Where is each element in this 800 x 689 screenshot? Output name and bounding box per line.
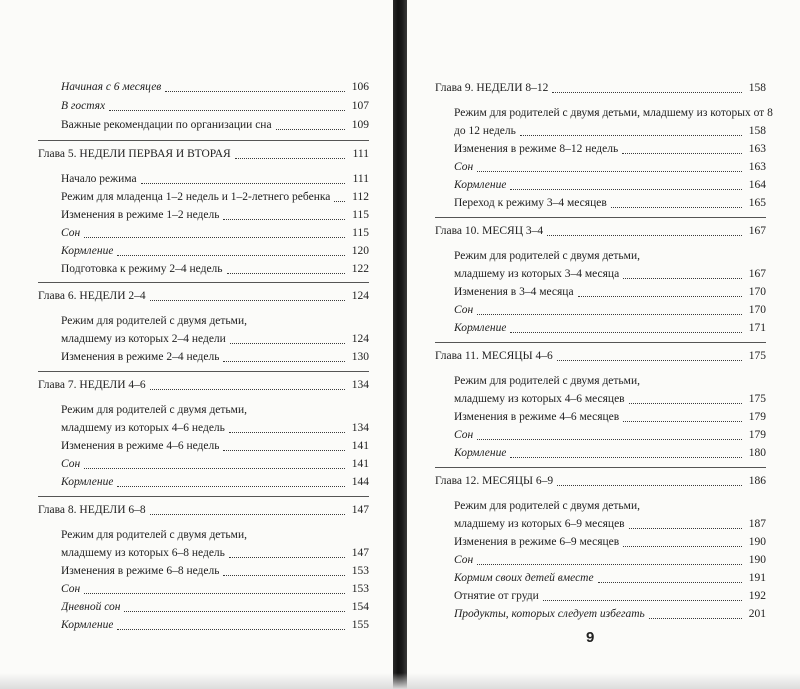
dot-leader xyxy=(629,402,742,404)
toc-entry-title: Изменения в режиме 4–6 недель xyxy=(61,440,220,452)
toc-entry-title: до 12 недель xyxy=(454,125,516,137)
toc-entry-title: младшему из которых 2–4 недели xyxy=(61,333,226,345)
toc-entry-title: Изменения в режиме 6–9 месяцев xyxy=(454,536,620,548)
dot-leader xyxy=(230,342,345,344)
toc-entry-right xyxy=(454,104,773,122)
chapter-page: 186 xyxy=(748,475,766,487)
toc-entry-title: Изменения в режиме 1–2 недель xyxy=(61,209,220,221)
toc-entry-page: 115 xyxy=(352,209,369,221)
toc-entry-left xyxy=(61,188,369,206)
chapter-title: Глава 6. НЕДЕЛИ 2–4 xyxy=(38,290,146,302)
book-gutter xyxy=(393,0,407,689)
toc-entry-title: Кормление xyxy=(454,322,507,334)
toc-entry-title: Изменения в режиме 2–4 недель xyxy=(61,351,220,363)
dot-leader xyxy=(557,359,742,361)
toc-entry-page: 171 xyxy=(748,322,766,334)
dot-leader xyxy=(117,254,345,256)
toc-entry-left xyxy=(61,78,369,96)
dot-leader xyxy=(598,581,742,583)
toc-entry-page: 134 xyxy=(351,422,369,434)
chapter-heading xyxy=(435,222,766,240)
toc-entry-page: 164 xyxy=(748,179,766,191)
dot-leader xyxy=(623,420,742,422)
toc-entry-page: 163 xyxy=(748,143,766,155)
section-divider xyxy=(38,496,369,497)
toc-entry-page: 201 xyxy=(748,608,766,620)
toc-entry-title: Дневной сон xyxy=(61,601,121,613)
toc-entry-title: младшему из которых 4–6 недель xyxy=(61,422,225,434)
toc-entry-title: Режим для родителей с двумя детьми, xyxy=(454,250,640,262)
toc-entry-right xyxy=(454,265,766,283)
toc-entry-title: Режим для родителей с двумя детьми, xyxy=(454,375,640,387)
toc-entry-right xyxy=(454,569,766,587)
toc-entry-left xyxy=(61,455,369,473)
toc-entry-title: В гостях xyxy=(61,100,106,112)
page-number: 9 xyxy=(586,629,595,646)
chapter-page: 134 xyxy=(351,379,369,391)
toc-entry-title: Режим для родителей с двумя детьми, xyxy=(61,315,247,327)
toc-entry-left xyxy=(61,580,369,598)
dot-leader xyxy=(84,236,345,238)
chapter-page: 111 xyxy=(352,148,369,160)
dot-leader xyxy=(150,299,345,301)
section-divider xyxy=(38,371,369,372)
toc-entry-right xyxy=(454,444,766,462)
dot-leader xyxy=(84,467,345,469)
toc-entry-left xyxy=(61,116,369,134)
dot-leader xyxy=(109,109,345,111)
dot-leader xyxy=(229,431,345,433)
dot-leader xyxy=(223,449,345,451)
chapter-heading xyxy=(435,79,766,97)
toc-entry-page: 107 xyxy=(351,100,369,112)
toc-entry-title: Важные рекомендации по организации сна xyxy=(61,119,272,131)
dot-leader xyxy=(227,272,345,274)
chapter-title: Глава 8. НЕДЕЛИ 6–8 xyxy=(38,504,146,516)
dot-leader xyxy=(477,313,742,315)
toc-entry-left xyxy=(61,206,369,224)
toc-entry-title: Сон xyxy=(454,554,474,566)
toc-entry-page: 158 xyxy=(748,125,766,137)
toc-entry-left xyxy=(61,598,369,616)
toc-entry-title: младшему из которых 3–4 месяца xyxy=(454,268,620,280)
toc-entry-page: 120 xyxy=(351,245,369,257)
toc-entry-page: 106 xyxy=(351,81,369,93)
toc-entry-page: 112 xyxy=(352,191,369,203)
toc-entry-page: 180 xyxy=(748,447,766,459)
toc-entry-page: 144 xyxy=(351,476,369,488)
toc-entry-left xyxy=(61,419,369,437)
toc-entry-title: Кормление xyxy=(454,179,507,191)
chapter-heading xyxy=(38,501,369,519)
toc-entry-title: Сон xyxy=(61,583,81,595)
toc-entry-title: Сон xyxy=(61,227,81,239)
dot-leader xyxy=(552,91,742,93)
toc-entry-page: 170 xyxy=(748,286,766,298)
chapter-heading xyxy=(435,347,766,365)
toc-entry-page: 191 xyxy=(748,572,766,584)
toc-entry-page: 190 xyxy=(748,536,766,548)
chapter-page: 167 xyxy=(748,225,766,237)
section-divider xyxy=(435,467,766,468)
toc-entry-right xyxy=(454,390,766,408)
toc-entry-page: 153 xyxy=(351,583,369,595)
toc-entry-page: 155 xyxy=(351,619,369,631)
toc-entry-left xyxy=(61,562,369,580)
dot-leader xyxy=(150,388,345,390)
chapter-title: Глава 12. МЕСЯЦЫ 6–9 xyxy=(435,475,554,487)
toc-entry-page: 170 xyxy=(748,304,766,316)
toc-entry-left xyxy=(61,473,369,491)
dot-leader xyxy=(117,485,345,487)
dot-leader xyxy=(510,456,742,458)
toc-entry-title: Начиная с 6 месяцев xyxy=(61,81,162,93)
toc-entry-title: Сон xyxy=(454,304,474,316)
toc-entry-left xyxy=(61,97,369,115)
dot-leader xyxy=(84,592,345,594)
toc-entry-page: 187 xyxy=(748,518,766,530)
toc-entry-title: Отнятие от груди xyxy=(454,590,539,602)
toc-entry-right xyxy=(454,605,766,623)
toc-entry-left xyxy=(61,401,369,419)
toc-entry-title: Режим для младенца 1–2 недель и 1–2-летнего ребенка xyxy=(61,191,331,203)
toc-entry-page: 141 xyxy=(351,458,369,470)
section-divider xyxy=(38,282,369,283)
toc-entry-right xyxy=(454,497,766,515)
dot-leader xyxy=(477,170,742,172)
chapter-page: 124 xyxy=(351,290,369,302)
toc-entry-left xyxy=(61,312,369,330)
toc-entry-title: Режим для родителей с двумя детьми, xyxy=(61,404,247,416)
toc-entry-title: Продукты, которых следует избегать xyxy=(454,608,645,620)
dot-leader xyxy=(223,574,345,576)
toc-entry-right xyxy=(454,140,766,158)
dot-leader xyxy=(510,188,742,190)
toc-entry-right xyxy=(454,587,766,605)
toc-entry-page: 130 xyxy=(351,351,369,363)
toc-entry-page: 141 xyxy=(351,440,369,452)
dot-leader xyxy=(223,218,345,220)
toc-entry-left xyxy=(61,224,369,242)
toc-entry-page: 122 xyxy=(351,263,369,275)
chapter-heading xyxy=(435,472,766,490)
chapter-title: Глава 7. НЕДЕЛИ 4–6 xyxy=(38,379,146,391)
toc-entry-left xyxy=(61,330,369,348)
dot-leader xyxy=(623,545,742,547)
toc-entry-title: Кормим своих детей вместе xyxy=(454,572,594,584)
dot-leader xyxy=(547,234,742,236)
section-divider xyxy=(435,217,766,218)
toc-entry-right xyxy=(454,408,766,426)
dot-leader xyxy=(223,360,345,362)
dot-leader xyxy=(150,513,345,515)
toc-entry-title: Изменения в режиме 4–6 месяцев xyxy=(454,411,620,423)
toc-entry-right xyxy=(454,301,766,319)
toc-entry-page: 192 xyxy=(748,590,766,602)
toc-entry-title: Изменения в 3–4 месяца xyxy=(454,286,574,298)
chapter-title: Глава 5. НЕДЕЛИ ПЕРВАЯ И ВТОРАЯ xyxy=(38,148,231,160)
dot-leader xyxy=(477,563,742,565)
dot-leader xyxy=(622,152,742,154)
toc-entry-left xyxy=(61,348,369,366)
chapter-heading xyxy=(38,145,369,163)
dot-leader xyxy=(235,157,345,159)
dot-leader xyxy=(510,331,742,333)
chapter-title: Глава 9. НЕДЕЛИ 8–12 xyxy=(435,82,549,94)
toc-entry-right xyxy=(454,319,766,337)
toc-entry-title: Кормление xyxy=(61,245,114,257)
toc-entry-title: Режим для родителей с двумя детьми, xyxy=(61,529,247,541)
toc-entry-right xyxy=(454,176,766,194)
toc-entry-page: 153 xyxy=(351,565,369,577)
chapter-title: Глава 11. МЕСЯЦЫ 4–6 xyxy=(435,350,553,362)
section-divider xyxy=(435,342,766,343)
toc-entry-page: 179 xyxy=(748,429,766,441)
chapter-page: 175 xyxy=(748,350,766,362)
toc-entry-right xyxy=(454,283,766,301)
toc-entry-page: 167 xyxy=(748,268,766,280)
page-shadow xyxy=(0,673,800,689)
dot-leader xyxy=(124,610,345,612)
toc-entry-right xyxy=(454,194,766,212)
toc-entry-page: 154 xyxy=(351,601,369,613)
toc-entry-right xyxy=(454,551,766,569)
toc-entry-page: 163 xyxy=(748,161,766,173)
dot-leader xyxy=(141,182,345,184)
toc-entry-left xyxy=(61,170,369,188)
toc-entry-page: 147 xyxy=(351,547,369,559)
toc-entry-right xyxy=(454,533,766,551)
toc-entry-title: Переход к режиму 3–4 месяцев xyxy=(454,197,607,209)
toc-entry-page: 179 xyxy=(748,411,766,423)
dot-leader xyxy=(520,134,742,136)
toc-entry-left xyxy=(61,242,369,260)
toc-entry-title: Сон xyxy=(454,429,474,441)
toc-entry-title: Начало режима xyxy=(61,173,137,185)
dot-leader xyxy=(276,128,345,130)
toc-entry-title: младшему из которых 6–9 месяцев xyxy=(454,518,625,530)
toc-entry-title: Сон xyxy=(61,458,81,470)
toc-entry-page: 109 xyxy=(351,119,369,131)
toc-entry-left xyxy=(61,526,369,544)
toc-entry-title: Изменения в режиме 8–12 недель xyxy=(454,143,619,155)
toc-entry-page: 115 xyxy=(352,227,369,239)
toc-entry-left xyxy=(61,260,369,278)
dot-leader xyxy=(229,556,345,558)
toc-entry-right xyxy=(454,372,766,390)
toc-entry-left xyxy=(61,437,369,455)
toc-entry-title: младшему из которых 4–6 месяцев xyxy=(454,393,625,405)
toc-entry-page: 190 xyxy=(748,554,766,566)
toc-entry-page: 111 xyxy=(352,173,369,185)
toc-entry-title: Режим для родителей с двумя детьми, младшему из которых от 8 xyxy=(454,107,773,119)
chapter-page: 147 xyxy=(351,504,369,516)
toc-entry-title: младшему из которых 6–8 недель xyxy=(61,547,225,559)
chapter-page: 158 xyxy=(748,82,766,94)
dot-leader xyxy=(165,90,345,92)
dot-leader xyxy=(578,295,742,297)
toc-entry-left xyxy=(61,616,369,634)
chapter-heading xyxy=(38,287,369,305)
dot-leader xyxy=(611,206,742,208)
toc-entry-title: Режим для родителей с двумя детьми, xyxy=(454,500,640,512)
toc-entry-left xyxy=(61,544,369,562)
section-divider xyxy=(38,140,369,141)
toc-entry-right xyxy=(454,426,766,444)
dot-leader xyxy=(557,484,742,486)
chapter-title: Глава 10. МЕСЯЦ 3–4 xyxy=(435,225,544,237)
toc-entry-title: Сон xyxy=(454,161,474,173)
toc-entry-title: Подготовка к режиму 2–4 недель xyxy=(61,263,223,275)
toc-entry-title: Кормление xyxy=(61,476,114,488)
toc-entry-page: 124 xyxy=(351,333,369,345)
dot-leader xyxy=(477,438,742,440)
dot-leader xyxy=(649,617,742,619)
toc-entry-right xyxy=(454,515,766,533)
toc-entry-page: 165 xyxy=(748,197,766,209)
toc-entry-title: Кормление xyxy=(454,447,507,459)
toc-entry-page: 175 xyxy=(748,393,766,405)
dot-leader xyxy=(629,527,742,529)
toc-entry-title: Кормление xyxy=(61,619,114,631)
dot-leader xyxy=(543,599,742,601)
dot-leader xyxy=(623,277,742,279)
toc-entry-right xyxy=(454,247,766,265)
toc-entry-right xyxy=(454,158,766,176)
toc-entry-right xyxy=(454,122,766,140)
dot-leader xyxy=(334,200,345,202)
toc-entry-title: Изменения в режиме 6–8 недель xyxy=(61,565,220,577)
dot-leader xyxy=(117,628,345,630)
chapter-heading xyxy=(38,376,369,394)
